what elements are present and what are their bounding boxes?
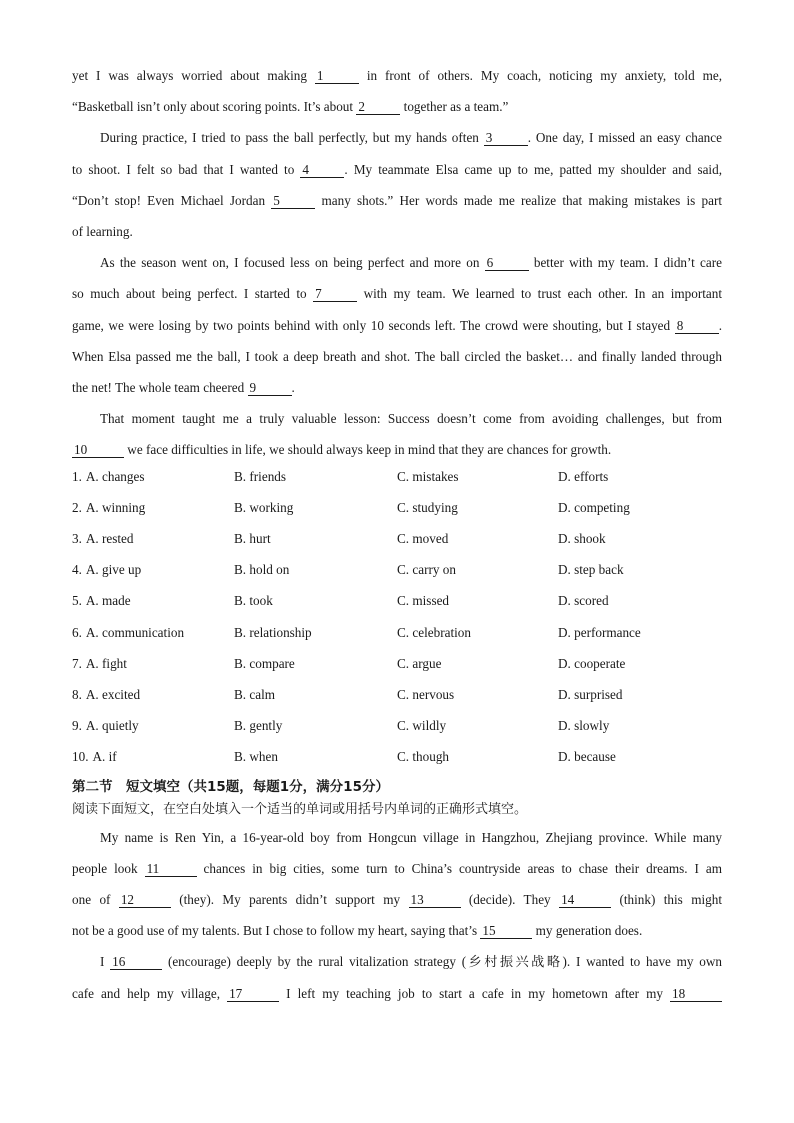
- option-row: [72, 684, 722, 715]
- option-d[interactable]: D. because: [558, 749, 616, 765]
- option-a-text: A. made: [85, 593, 131, 609]
- option-a-text: A. changes: [85, 468, 145, 484]
- option-row: [72, 622, 722, 653]
- passage-text: I left my teaching job to start a cafe in my hometown after my: [279, 985, 670, 1001]
- answer-blank[interactable]: 13: [409, 893, 461, 908]
- option-c[interactable]: C. wildly: [397, 718, 447, 734]
- passage-text: As the season went on, I focused less on being perfect and more on: [100, 255, 485, 271]
- option-a-text: A. rested: [85, 531, 134, 547]
- question-number: 7.: [72, 655, 82, 671]
- option-a[interactable]: [72, 466, 234, 497]
- option-c[interactable]: C. celebration: [397, 624, 471, 640]
- passage-line: [72, 403, 722, 434]
- option-a[interactable]: [72, 559, 234, 590]
- answer-blank[interactable]: 4: [300, 163, 344, 178]
- passage-text: cafe and help my village,: [72, 985, 228, 1001]
- option-a[interactable]: [72, 715, 234, 746]
- answer-blank[interactable]: 6: [485, 256, 529, 271]
- passage-text: we face difficulties in life, we should always keep in mind that they are chances for growth.: [124, 442, 612, 458]
- answer-blank[interactable]: 3: [484, 131, 528, 146]
- option-d[interactable]: D. surprised: [558, 686, 623, 702]
- option-a-text: A. quietly: [85, 718, 139, 734]
- passage-line: [72, 884, 722, 915]
- option-a[interactable]: [72, 528, 234, 559]
- option-b[interactable]: B. gently: [234, 718, 283, 734]
- answer-blank[interactable]: 8: [675, 319, 719, 334]
- passage-text: not be a good use of my talents. But I chose to follow my heart, saying that’s: [72, 923, 481, 939]
- option-d[interactable]: D. efforts: [558, 468, 609, 484]
- passage-line: [72, 91, 722, 122]
- passage-line: [72, 154, 722, 185]
- answer-blank[interactable]: 2: [356, 100, 400, 115]
- option-row: [72, 497, 722, 528]
- option-row: [72, 466, 722, 497]
- option-row: [72, 746, 722, 777]
- answer-blank[interactable]: 15: [480, 924, 532, 939]
- option-d[interactable]: D. step back: [558, 562, 624, 578]
- passage-text: better with my team. I didn’t care: [528, 255, 722, 271]
- option-a[interactable]: [72, 653, 234, 684]
- passage-text: in front of others. My coach, noticing my anxiety, told me,: [358, 68, 722, 83]
- passage-line: [72, 122, 722, 153]
- question-number: 2.: [72, 499, 82, 515]
- passage-text: game, we were losing by two points behind with only 10 seconds left. The crowd were shouting, but I stayed: [72, 317, 675, 333]
- passage-line: [72, 278, 722, 309]
- question-number: 4.: [72, 562, 82, 578]
- passage-line: [72, 946, 722, 977]
- option-d[interactable]: D. cooperate: [558, 655, 626, 671]
- option-a[interactable]: [72, 684, 234, 715]
- passage-line: [72, 978, 722, 1009]
- option-row: [72, 528, 722, 559]
- passage-text: During practice, I tried to pass the ball perfectly, but my hands often: [100, 130, 484, 146]
- passage-text: yet I was always worried about making: [72, 68, 315, 83]
- option-row: [72, 715, 722, 746]
- passage-line: [72, 216, 722, 247]
- option-d[interactable]: D. scored: [558, 593, 609, 609]
- passage-text: of learning.: [72, 224, 133, 240]
- passage-line: [72, 372, 722, 403]
- question-number: 3.: [72, 531, 82, 547]
- answer-blank[interactable]: 16: [110, 955, 162, 970]
- passage-text: When Elsa passed me the ball, I took a deep breath and shot. The ball circled the basket… and finally landed through: [72, 348, 722, 364]
- passage-text: (they). My parents didn’t support my: [170, 891, 409, 907]
- option-c[interactable]: C. though: [397, 749, 450, 765]
- option-c[interactable]: C. mistakes: [397, 468, 459, 484]
- option-b[interactable]: B. hold on: [234, 562, 290, 578]
- passage-text: .: [718, 317, 722, 333]
- cloze-options: [72, 466, 722, 778]
- option-a[interactable]: [72, 746, 234, 777]
- passage-line: [72, 185, 722, 216]
- exam-page-content: [72, 60, 722, 1009]
- option-d[interactable]: D. competing: [558, 499, 630, 515]
- question-number: 8.: [72, 686, 82, 702]
- passage-text: That moment taught me a truly valuable lesson: Success doesn’t come from avoiding challenges, but from: [100, 411, 722, 427]
- passage-text: one of: [72, 891, 119, 907]
- passage-text: with my team. We learned to trust each other. In an important: [357, 286, 722, 302]
- option-c[interactable]: C. studying: [397, 499, 458, 515]
- option-b[interactable]: B. working: [234, 499, 294, 515]
- answer-blank[interactable]: 18: [670, 987, 722, 1002]
- option-b[interactable]: B. hurt: [234, 531, 271, 547]
- option-a-text: A. give up: [85, 562, 142, 578]
- option-b[interactable]: B. took: [234, 593, 273, 609]
- option-row: [72, 653, 722, 684]
- answer-blank[interactable]: 10: [72, 443, 124, 458]
- option-c[interactable]: C. moved: [397, 531, 449, 547]
- option-d[interactable]: D. performance: [558, 624, 641, 640]
- answer-blank[interactable]: 12: [119, 893, 171, 908]
- passage-text: . One day, I missed an easy chance: [527, 130, 722, 146]
- option-b[interactable]: B. when: [234, 749, 278, 765]
- passage-text: I: [100, 954, 111, 970]
- question-number: 9.: [72, 718, 82, 734]
- option-a-text: A. if: [92, 749, 117, 765]
- passage-text: .: [291, 380, 295, 396]
- passage-text: My name is Ren Yin, a 16-year-old boy from Hongcun village in Hangzhou, Zhejiang province. While many: [100, 829, 722, 845]
- passage-text: so much about being perfect. I started to: [72, 286, 314, 302]
- passage-text: “Basketball isn’t only about scoring points. It’s about: [72, 99, 357, 115]
- passage-line: [72, 853, 722, 884]
- passage-text: to shoot. I felt so bad that I wanted to: [72, 161, 301, 177]
- passage-line: [72, 341, 722, 372]
- passage-line: [72, 915, 722, 946]
- passage-line: [72, 434, 722, 465]
- passage-line: [72, 60, 722, 91]
- option-c[interactable]: C. carry on: [397, 562, 456, 578]
- option-a[interactable]: [72, 497, 234, 528]
- answer-blank[interactable]: 11: [145, 862, 197, 877]
- passage-text: my generation does.: [532, 923, 643, 939]
- answer-blank[interactable]: 1: [315, 69, 359, 84]
- option-c[interactable]: C. missed: [397, 593, 450, 609]
- question-number: 6.: [72, 624, 82, 640]
- passage-text: the net! The whole team cheered: [72, 380, 248, 396]
- option-a[interactable]: [72, 622, 234, 653]
- passage-text: (decide). They: [460, 891, 560, 907]
- cloze-passage: [72, 60, 722, 466]
- option-b[interactable]: B. compare: [234, 655, 295, 671]
- option-b[interactable]: B. relationship: [234, 624, 312, 640]
- answer-blank[interactable]: 7: [313, 287, 357, 302]
- question-number: 5.: [72, 593, 82, 609]
- question-number: 1.: [72, 468, 82, 484]
- option-a-text: A. communication: [85, 624, 185, 640]
- passage-line: [72, 822, 722, 853]
- option-a-text: A. excited: [85, 686, 141, 702]
- option-c[interactable]: C. nervous: [397, 686, 455, 702]
- option-row: [72, 559, 722, 590]
- fill-passage: [72, 822, 722, 1009]
- passage-text: (encourage) deeply by the rural vitalization strategy (乡村振兴战略). I wanted to have my own: [162, 954, 722, 970]
- option-c[interactable]: C. argue: [397, 655, 442, 671]
- answer-blank[interactable]: 14: [559, 893, 611, 908]
- passage-text: together as a team.”: [400, 99, 509, 115]
- passage-text: . My teammate Elsa came up to me, patted my shoulder and said,: [344, 161, 722, 177]
- section-instruction: 阅读下面短文，在空白处填入一个适当的单词或用括号内单词的正确形式填空。: [72, 801, 528, 817]
- option-d[interactable]: D. slowly: [558, 718, 610, 734]
- answer-blank[interactable]: 5: [271, 194, 315, 209]
- answer-blank[interactable]: 9: [248, 381, 292, 396]
- passage-line: [72, 247, 722, 278]
- passage-text: chances in big cities, some turn to China’s countryside areas to chase their dreams. I am: [196, 860, 722, 876]
- option-a-text: A. fight: [85, 655, 127, 671]
- option-row: [72, 590, 722, 621]
- passage-text: (think) this might: [611, 891, 722, 907]
- option-a[interactable]: [72, 590, 234, 621]
- passage-line: [72, 310, 722, 341]
- option-b[interactable]: B. friends: [234, 468, 287, 484]
- section-heading: 第二节 短文填空（共15题，每题1分，满分15分）: [72, 778, 389, 795]
- passage-text: many shots.” Her words made me realize that making mistakes is part: [315, 192, 723, 208]
- answer-blank[interactable]: 17: [227, 987, 279, 1002]
- option-a-text: A. winning: [85, 499, 146, 515]
- option-d[interactable]: D. shook: [558, 531, 606, 547]
- passage-text: “Don’t stop! Even Michael Jordan: [72, 192, 272, 208]
- question-number: 10.: [72, 749, 89, 765]
- passage-text: people look: [72, 860, 145, 876]
- option-b[interactable]: B. calm: [234, 686, 276, 702]
